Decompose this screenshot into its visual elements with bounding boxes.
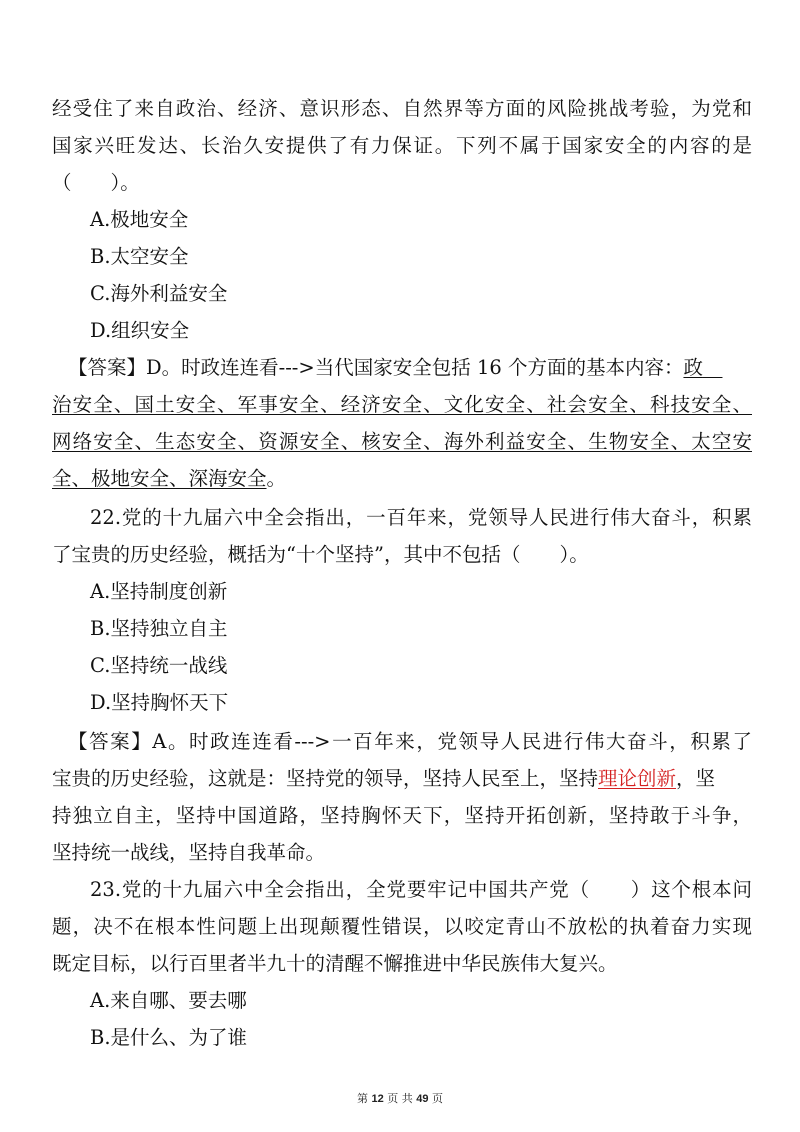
total-pages: 49 <box>416 1093 429 1105</box>
q21-answer-line: 网络安全、生态安全、资源安全、核安全、海外利益安全、生物安全、太空安 <box>52 430 752 453</box>
q22-answer-highlight: 理论创新 <box>598 767 677 790</box>
q22-answer-text: ，坚 <box>676 767 716 790</box>
q23-stem-line: 既定目标，以行百里者半九十的清醒不懈推进中华民族伟大复兴。 <box>52 952 618 975</box>
q22-answer-text: 宝贵的历史经验，这就是：坚持党的领导，坚持人民至上，坚持 <box>52 767 599 790</box>
q22-answer-line: 持独立自主，坚持中国道路，坚持胸怀天下，坚持开拓创新，坚持敢于斗争， <box>52 804 752 827</box>
q21-answer-underlined: 政 <box>683 356 703 379</box>
q23-option-b: B.是什么、为了谁 <box>90 1026 248 1049</box>
q21-answer-underlined: 全、极地安全、深海安全 <box>52 467 267 490</box>
page-number: 12 <box>371 1093 384 1105</box>
q23-stem-line: 23.党的十九届六中全会指出，全党要牢记中国共产党（ ）这个根本问 <box>90 878 752 901</box>
page-footer <box>0 1092 800 1106</box>
q22-stem-line: 了宝贵的历史经验，概括为“十个坚持”，其中不包括（ ）。 <box>52 543 589 566</box>
q22-answer-line: 【答案】A。时政连连看--->一百年来，党领导人民进行伟大奋斗，积累了 <box>68 730 752 753</box>
q22-answer-line <box>52 766 752 792</box>
q22-option-a: A.坚持制度创新 <box>90 580 228 603</box>
footer-middle: 页 共 <box>387 1092 413 1105</box>
q21-answer-text: 。 <box>266 467 287 490</box>
q21-option-c: C.海外利益安全 <box>90 282 228 305</box>
underline-filler <box>703 356 723 379</box>
q22-option-b: B.坚持独立自主 <box>90 617 228 640</box>
q21-answer-text: 【答案】D。时政连连看--->当代国家安全包括 16 个方面的基本内容： <box>68 356 684 379</box>
q22-answer-line: 坚持统一战线，坚持自我革命。 <box>52 841 326 864</box>
q22-stem-line: 22.党的十九届六中全会指出，一百年来，党领导人民进行伟大奋斗，积累 <box>90 506 752 529</box>
q21-answer-line: 治安全、国土安全、军事安全、经济安全、文化安全、社会安全、科技安全、 <box>52 393 752 416</box>
q23-stem-line: 题，决不在根本性问题上出现颠覆性错误，以咬定青山不放松的执着奋力实现 <box>52 915 752 938</box>
q22-option-c: C.坚持统一战线 <box>90 654 228 677</box>
q21-stem-line: （ ）。 <box>52 171 140 194</box>
q21-option-a: A.极地安全 <box>90 208 189 231</box>
q23-option-a: A.来自哪、要去哪 <box>90 989 247 1012</box>
q22-option-d: D.坚持胸怀天下 <box>90 691 229 714</box>
q21-option-d: D.组织安全 <box>90 319 190 342</box>
q21-answer-line <box>52 466 752 492</box>
q21-stem-line: 国家兴旺发达、长治久安提供了有力保证。下列不属于国家安全的内容的是 <box>52 134 752 157</box>
footer-prefix: 第 <box>357 1092 368 1105</box>
q21-answer-line <box>68 355 752 381</box>
footer-suffix: 页 <box>432 1092 443 1105</box>
q21-option-b: B.太空安全 <box>90 245 189 268</box>
q21-stem-line: 经受住了来自政治、经济、意识形态、自然界等方面的风险挑战考验，为党和 <box>52 97 752 120</box>
